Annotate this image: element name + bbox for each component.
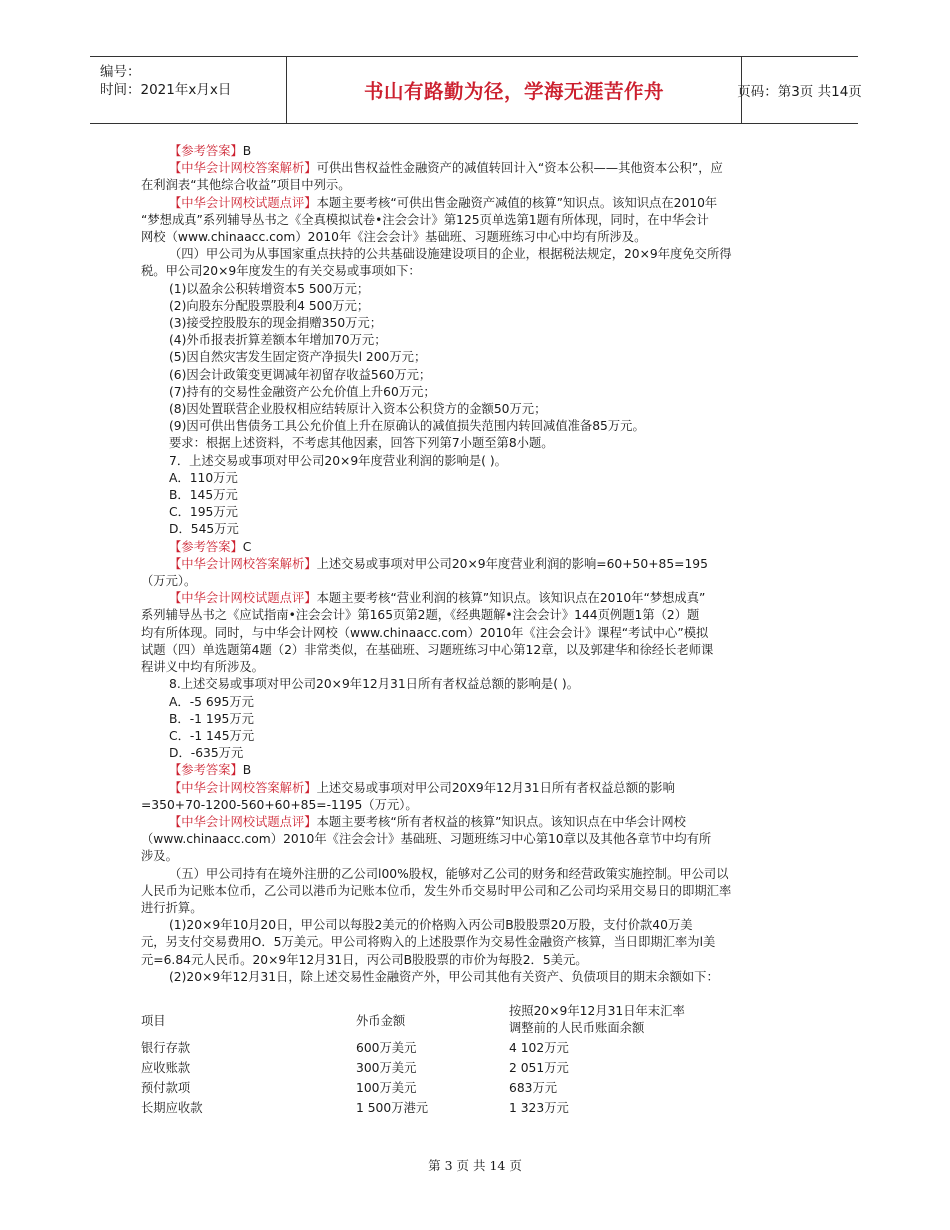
review-tag: 【中华会计网校试题点评】 bbox=[169, 195, 317, 210]
review-text: 本题主要考核“可供出售金融资产减值的核算”知识点。该知识点在2010年 bbox=[316, 195, 718, 210]
answer-tag: 【参考答案】 bbox=[169, 763, 243, 778]
review-line bbox=[141, 195, 813, 212]
page-footer: 第 3 页 共 14 页 bbox=[428, 1158, 522, 1173]
text-line: =350+70-1200-560+60+85=-1195（万元）。 bbox=[141, 797, 418, 812]
section-intro-line: （五）甲公司持有在境外注册的乙公司l00%股权，能够对乙公司的财务和经营政策实施控制。甲公司以 bbox=[169, 866, 729, 881]
table-row-item: 银行存款 bbox=[141, 1041, 191, 1055]
list-item: (5)因自然灾害发生固定资产净损失l 200万元； bbox=[169, 350, 427, 365]
answer-value: B bbox=[242, 763, 252, 778]
answer-value: B bbox=[242, 144, 252, 158]
document-time-label: 时间：2021年x月x日 bbox=[100, 82, 232, 98]
option-item: B．-1 195万元 bbox=[169, 711, 254, 726]
table-row-foreign: 300万美元 bbox=[356, 1061, 417, 1075]
text-line: 元=6.84元人民币。20×9年12月31日，丙公司B股股票的市价为每股2．5美元。 bbox=[141, 952, 588, 967]
answer-tag: 【参考答案】 bbox=[169, 539, 243, 554]
table-row-rmb: 1 323万元 bbox=[509, 1101, 569, 1115]
option-item: D．545万元 bbox=[169, 522, 239, 537]
answer-line bbox=[141, 143, 813, 160]
text-line: 在利润表“其他综合收益”项目中列示。 bbox=[141, 178, 351, 193]
option-item: A．-5 695万元 bbox=[169, 694, 254, 709]
text-line: (2)20×9年12月31日，除上述交易性金融资产外，甲公司其他有关资产、负债项目的期末余额如下： bbox=[169, 969, 719, 984]
option-item: B．145万元 bbox=[169, 488, 238, 503]
text-line: 网校（www.chinaacc.com）2010年《注会会计》基础班、习题班练习中心中均有所涉及。 bbox=[141, 230, 647, 245]
question-line: 7．上述交易或事项对甲公司20×9年度营业利润的影响是( )。 bbox=[169, 453, 507, 468]
answer-value: C bbox=[242, 539, 252, 554]
explanation-text: 上述交易或事项对甲公司20×9年度营业利润的影响=60+50+85=195 bbox=[316, 556, 708, 571]
table-row-foreign: 600万美元 bbox=[356, 1041, 417, 1055]
table-header-rmb-line2: 调整前的人民币账面余额 bbox=[509, 1021, 645, 1035]
text-line: （www.chinaacc.com）2010年《注会会计》基础班、习题班练习中心第10章以及其他各章节中均有所 bbox=[141, 832, 712, 847]
list-item: (1)以盈余公积转增资本5 500万元； bbox=[169, 281, 370, 296]
header-motto-cell bbox=[286, 57, 742, 123]
explanation-tag: 【中华会计网校答案解析】 bbox=[169, 780, 317, 795]
answer-line bbox=[141, 762, 813, 779]
table-row-item: 长期应收款 bbox=[141, 1101, 203, 1115]
option-item: C．-1 145万元 bbox=[169, 728, 255, 743]
option-item: A．110万元 bbox=[169, 470, 238, 485]
header-page-code-cell bbox=[737, 57, 862, 123]
list-item: (8)因处置联营企业股权相应结转原计入资本公积贷方的金额50万元； bbox=[169, 402, 547, 417]
document-body bbox=[141, 143, 813, 986]
text-line: (1)20×9年10月20日，甲公司以每股2美元的价格购入丙公司B股股票20万股，支付价款40万美 bbox=[169, 918, 693, 933]
list-item: (3)接受控股股东的现金捐赠350万元； bbox=[169, 316, 383, 331]
explanation-text: 上述交易或事项对甲公司20X9年12月31日所有者权益总额的影响 bbox=[316, 780, 675, 795]
list-item: (7)持有的交易性金融资产公允价值上升60万元； bbox=[169, 384, 436, 399]
table-row-foreign: 100万美元 bbox=[356, 1081, 417, 1095]
text-line: 涉及。 bbox=[141, 849, 178, 864]
answer-tag: 【参考答案】 bbox=[169, 144, 243, 158]
text-line: （万元）。 bbox=[141, 574, 197, 589]
option-item: D．-635万元 bbox=[169, 746, 244, 761]
text-line: 程讲义中均有所涉及。 bbox=[141, 660, 264, 675]
review-line bbox=[141, 590, 813, 607]
page-header bbox=[90, 56, 862, 124]
list-item: (9)因可供出售债务工具公允价值上升在原确认的减值损失范围内转回减值准备85万元。 bbox=[169, 419, 645, 434]
text-line: “梦想成真”系列辅导丛书之《全真模拟试卷•注会会计》第125页单选第1题有所体现，同时，在中华会计 bbox=[141, 212, 709, 227]
explanation-text: 可供出售权益性金融资产的减值转回计入“资本公积——其他资本公积”，应 bbox=[316, 161, 723, 176]
header-motto: 书山有路勤为径，学海无涯苦作舟 bbox=[363, 80, 664, 103]
review-tag: 【中华会计网校试题点评】 bbox=[169, 591, 317, 606]
review-tag: 【中华会计网校试题点评】 bbox=[169, 814, 317, 829]
text-line: 试题（四）单选题第4题（2）非常类似，在基础班、习题班练习中心第12章，以及郭建华和徐经长老师课 bbox=[141, 642, 714, 657]
text-line: 税。甲公司20×9年度发生的有关交易或事项如下： bbox=[141, 264, 421, 279]
table-header-rmb-line1: 按照20×9年12月31日年末汇率 bbox=[509, 1004, 685, 1018]
document-number-label: 编号： bbox=[100, 64, 141, 80]
review-text: 本题主要考核“营业利润的核算”知识点。该知识点在2010年“梦想成真” bbox=[316, 591, 706, 606]
text-line: 系列辅导丛书之《应试指南•注会会计》第165页第2题，《经典题解•注会会计》144页例题1第（2）题 bbox=[141, 608, 700, 623]
explanation-line bbox=[141, 780, 813, 797]
table-row-item: 应收账款 bbox=[141, 1061, 191, 1075]
explanation-line bbox=[141, 556, 813, 573]
text-line: 人民币为记账本位币，乙公司以港币为记账本位币，发生外币交易时甲公司和乙公司均采用交易日的即期汇率 bbox=[141, 883, 732, 898]
answer-line bbox=[141, 539, 813, 556]
explanation-line bbox=[141, 160, 813, 177]
list-item: (4)外币报表折算差额本年增加70万元； bbox=[169, 333, 387, 348]
explanation-tag: 【中华会计网校答案解析】 bbox=[169, 556, 317, 571]
table-header-item: 项目 bbox=[141, 1014, 166, 1028]
question-line: 8.上述交易或事项对甲公司20×9年12月31日所有者权益总额的影响是( )。 bbox=[169, 677, 580, 692]
requirement-line: 要求：根据上述资料，不考虑其他因素，回答下列第7小题至第8小题。 bbox=[169, 436, 554, 451]
table-row-foreign: 1 500万港元 bbox=[356, 1101, 429, 1115]
text-line: 均有所体现。同时，与中华会计网校（www.chinaacc.com）2010年《注会会计》课程“考试中心”模拟 bbox=[141, 625, 709, 640]
explanation-tag: 【中华会计网校答案解析】 bbox=[169, 161, 317, 176]
list-item: (6)因会计政策变更调减年初留存收益560万元； bbox=[169, 367, 432, 382]
text-line: 元，另支付交易费用O．5万美元。甲公司将购入的上述股票作为交易性金融资产核算，当日即期汇率为l美 bbox=[141, 935, 716, 950]
table-header-foreign: 外币金额 bbox=[356, 1014, 406, 1028]
header-page-code: 页码：第3页 共14页 bbox=[737, 84, 862, 100]
review-text: 本题主要考核“所有者权益的核算”知识点。该知识点在中华会计网校 bbox=[316, 814, 686, 829]
table-row-rmb: 683万元 bbox=[509, 1081, 558, 1095]
list-item: (2)向股东分配股票股利4 500万元； bbox=[169, 298, 370, 313]
section-intro-line: （四）甲公司为从事国家重点扶持的公共基础设施建设项目的企业，根据税法规定，20×9年度免交所得 bbox=[169, 247, 732, 262]
table-row-rmb: 4 102万元 bbox=[509, 1041, 569, 1055]
review-line bbox=[141, 814, 813, 831]
table-row-rmb: 2 051万元 bbox=[509, 1061, 569, 1075]
text-line: 进行折算。 bbox=[141, 900, 203, 915]
header-meta bbox=[90, 57, 286, 123]
option-item: C．195万元 bbox=[169, 505, 238, 520]
table-row-item: 预付款项 bbox=[141, 1081, 191, 1095]
